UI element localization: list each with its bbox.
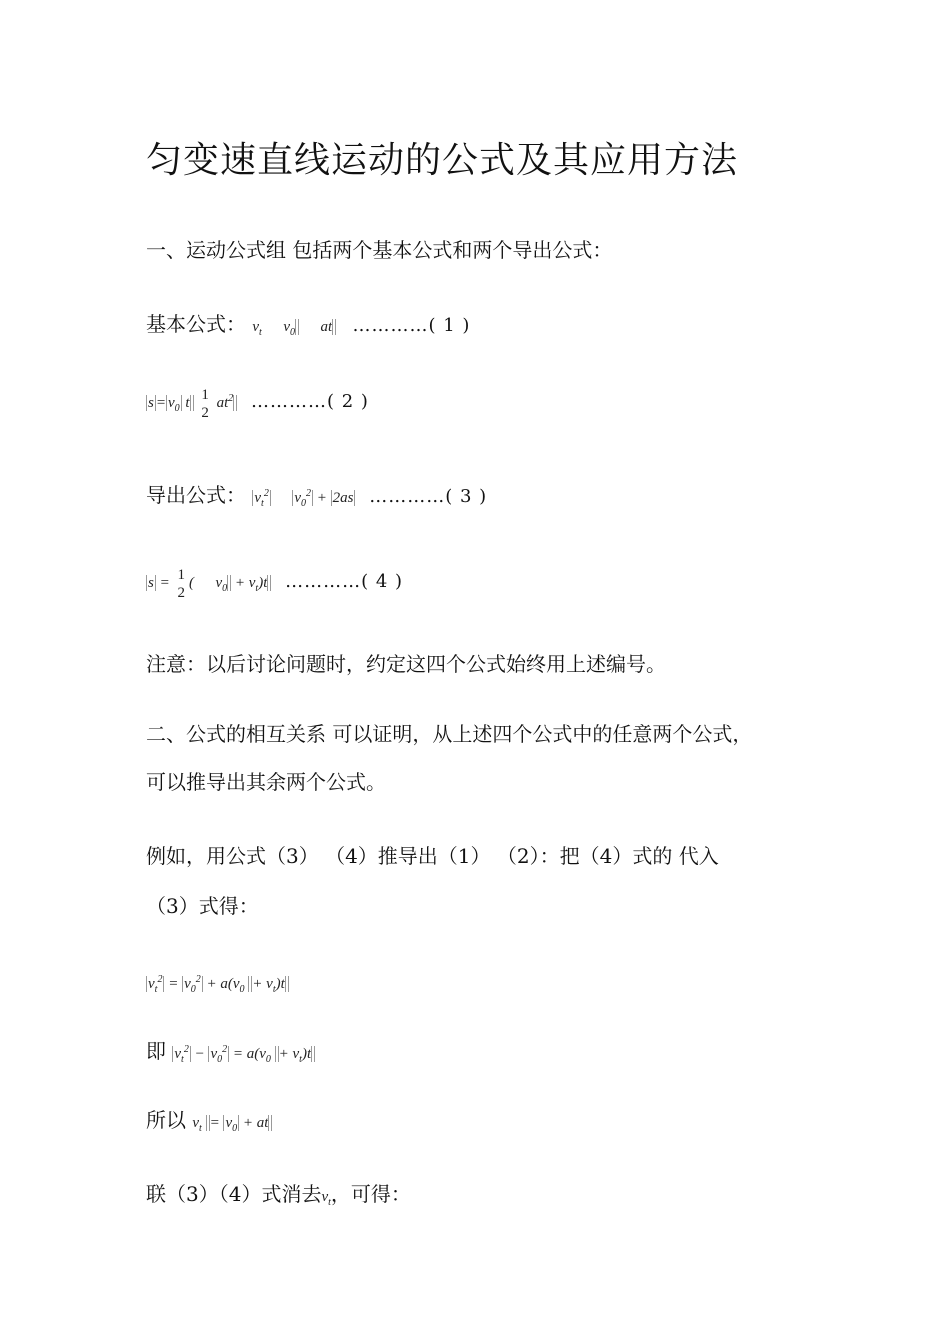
section-2-line-1: 二、公式的相互关系 可以证明，从上述四个公式中的任意两个公式， xyxy=(146,722,753,746)
derivation-3-expression: $v_t = v_0$ + at xyxy=(192,1115,272,1131)
formula-1-label: 基本公式： xyxy=(146,312,246,336)
formula-1-number: …………( 1 ) xyxy=(352,315,471,336)
derivation-1-expression: $v_t^2 = v_0^2 + a(v_0 + v_t)t$ xyxy=(146,976,289,992)
eliminate-line xyxy=(146,1182,411,1215)
formula-3-label: 导出公式： xyxy=(146,483,246,507)
derivation-1-line xyxy=(146,968,289,1002)
formula-3-line xyxy=(146,482,487,516)
formula-3-number: …………( 3 ) xyxy=(369,486,488,507)
example-line-1: 例如，用公式（3） （4）推导出（1） （2）：把（4）式的 代入 xyxy=(146,844,719,868)
page-title: 匀变速直线运动的公式及其应用方法 xyxy=(146,140,739,181)
eliminate-tail: ，可得： xyxy=(330,1182,411,1206)
derivation-2-line xyxy=(146,1038,315,1072)
formula-4-expression: s = 1 2 ( $v_0 + v_t)t$ xyxy=(146,575,275,591)
formula-1-line xyxy=(146,312,470,345)
derivation-2-expression: $v_t^2 - v_0^2 = a(v_0 + v_t)t$ xyxy=(172,1046,315,1062)
section-1-heading: 一、运动公式组 包括两个基本公式和两个导出公式： xyxy=(146,238,613,262)
formula-2-number: …………( 2 ) xyxy=(250,391,369,413)
formula-2-line xyxy=(146,386,369,422)
eliminate-text: 联（3）（4）式消去 xyxy=(146,1182,322,1206)
section-2-line-2: 可以推导出其余两个公式。 xyxy=(146,770,386,794)
note-text: 注意：以后讨论问题时，约定这四个公式始终用上述编号。 xyxy=(146,652,666,676)
derivation-2-label: 即 xyxy=(146,1039,166,1063)
formula-1-expression: $v_t$ $v_0$ at xyxy=(252,319,336,335)
formula-4-line xyxy=(146,566,403,602)
derivation-3-line xyxy=(146,1108,272,1141)
formula-3-expression: $v_t^2$ $v_0^2 + 2as$ xyxy=(254,488,354,509)
derivation-3-label: 所以 xyxy=(146,1108,186,1132)
formula-2-expression: $s = v_0$ t 1 2 $at^2$ xyxy=(146,395,241,411)
formula-4-number: …………( 4 ) xyxy=(285,571,404,593)
example-line-2: （3）式得： xyxy=(146,894,259,918)
vt-symbol: $v_t$ xyxy=(321,1189,331,1208)
